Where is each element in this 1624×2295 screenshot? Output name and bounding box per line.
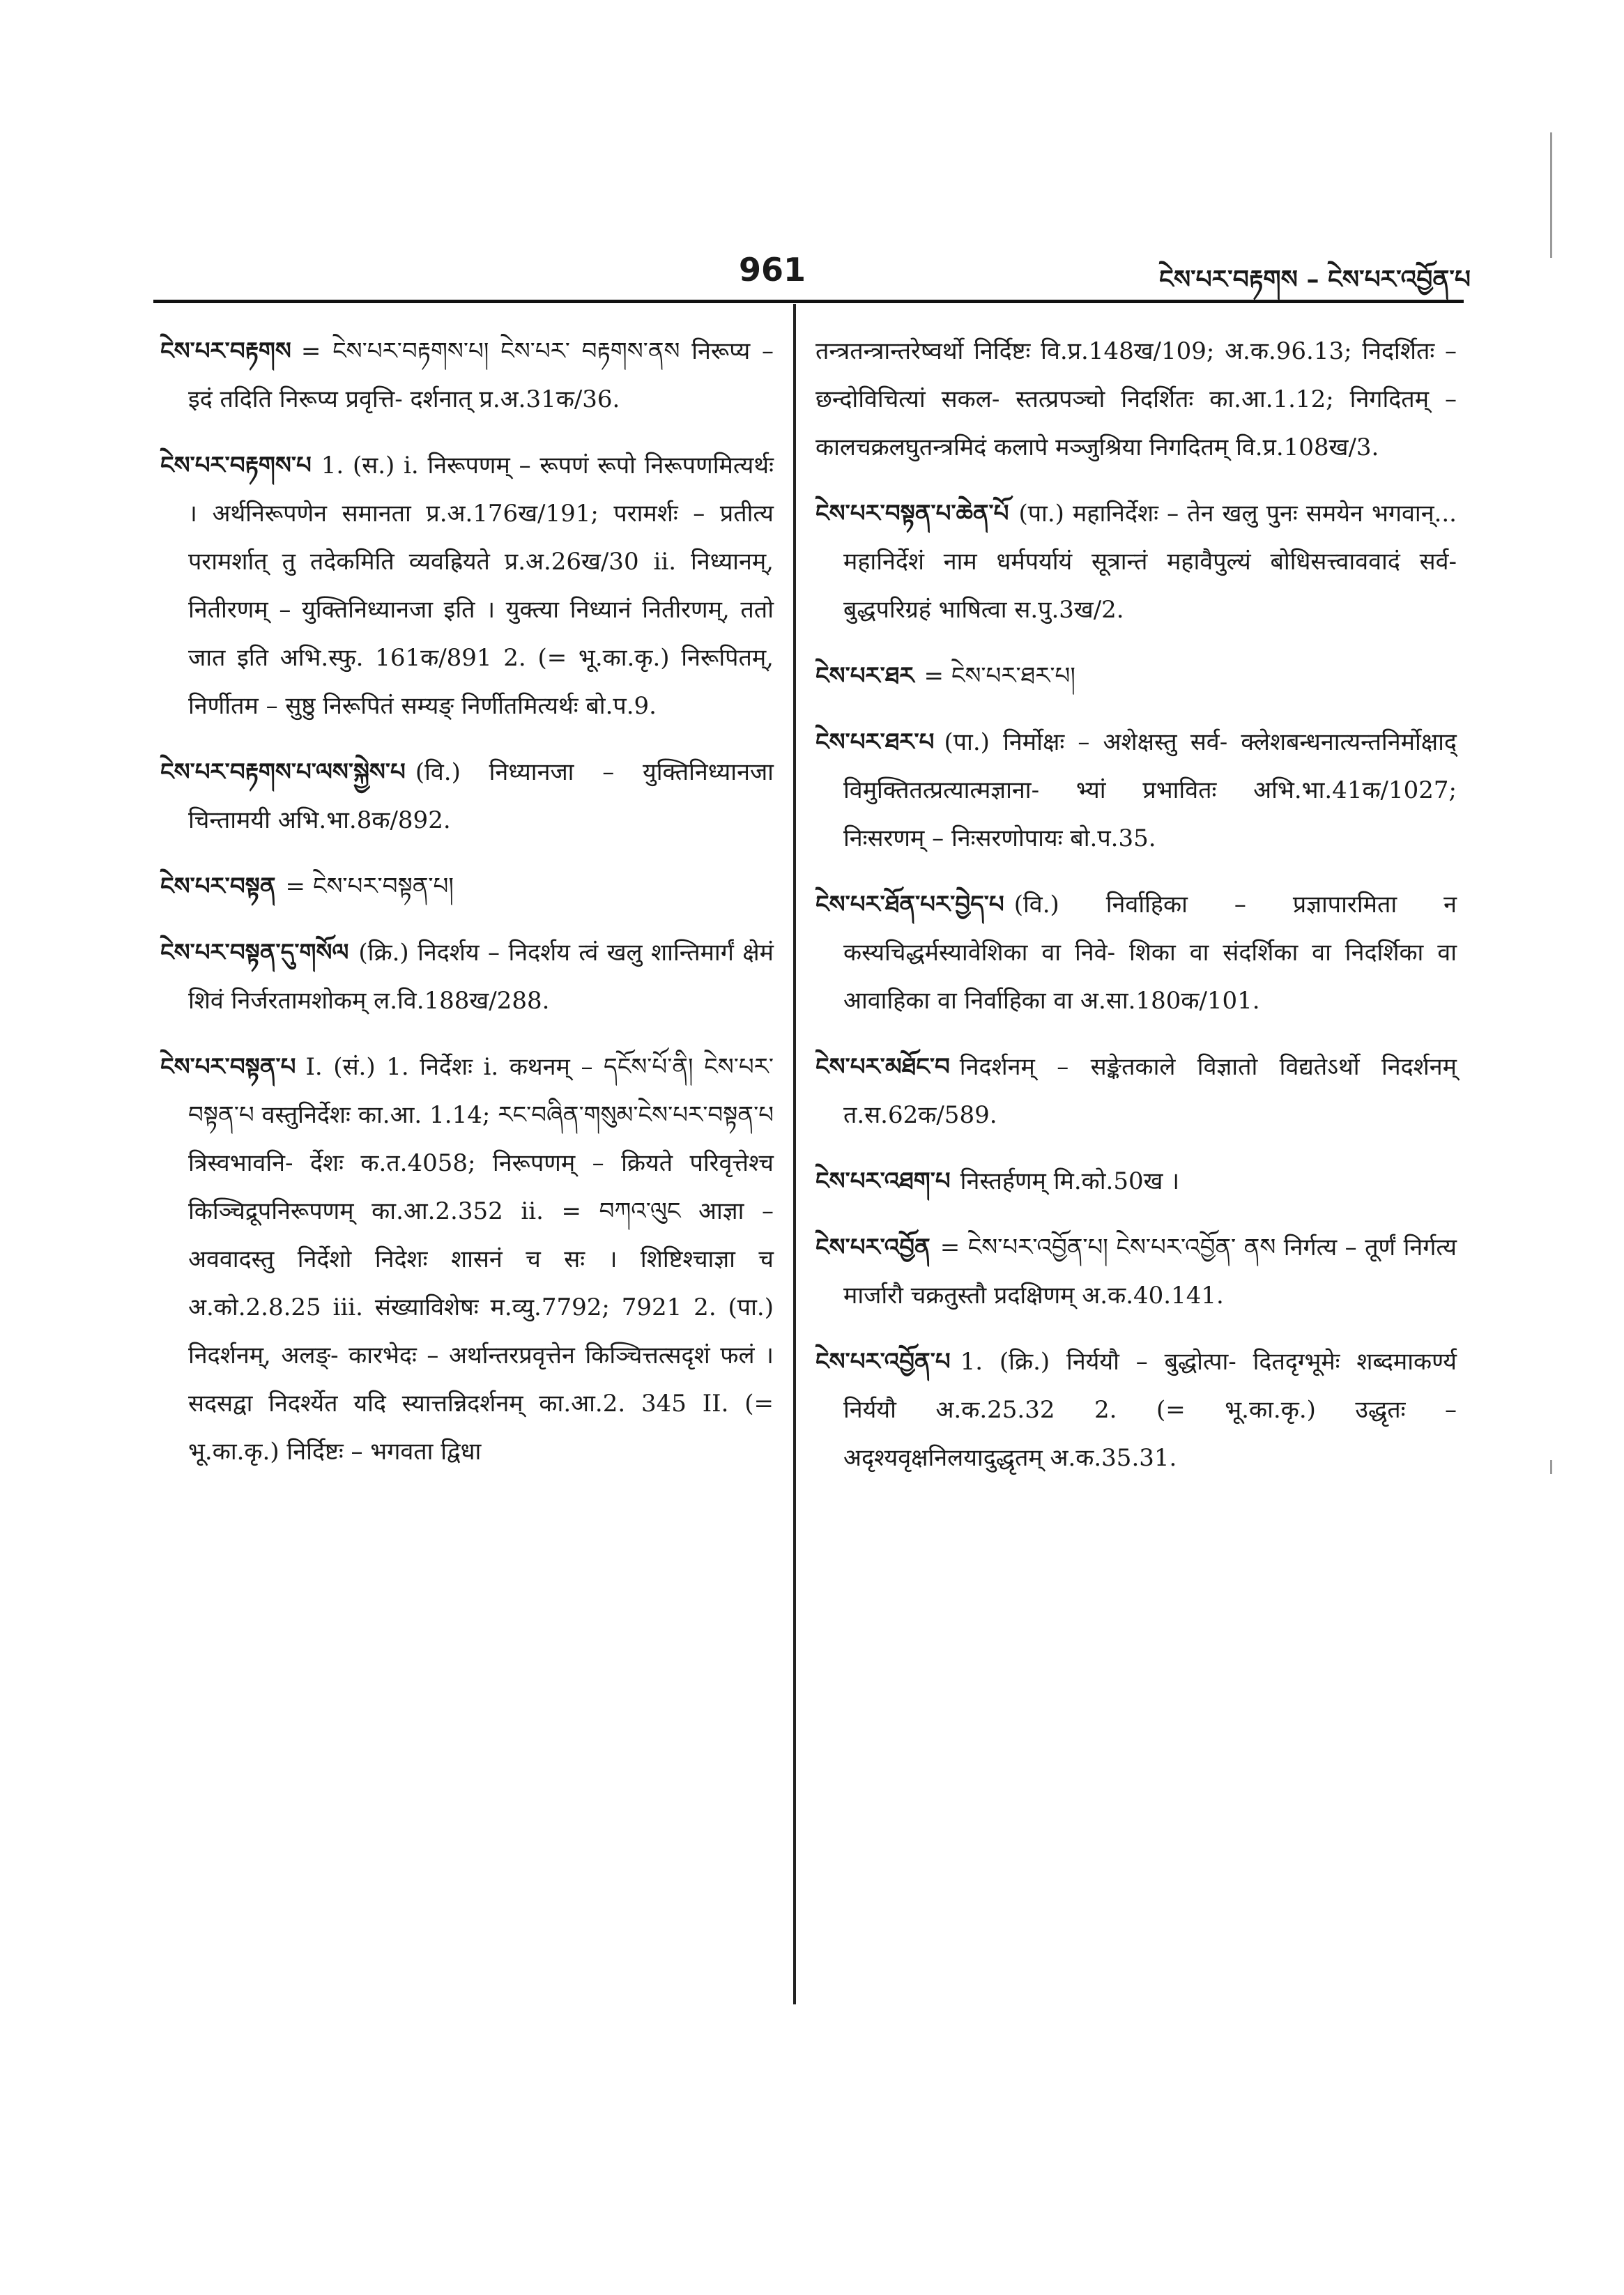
dictionary-entry [160,442,774,730]
entry-headword: ངེས་པར་ཐར [815,662,914,690]
entry-headword: ངེས་པར་བརྟགས [160,337,291,365]
entry-text: (वि.) निर्वाहिका – प्रज्ञापारमिता न कस्यचिद्धर्मस्यावेशिका वा निवे- शिका वा संदर्शिका वा निदर्शिका वा आवाहिका वा निर्वाहिका वा अ.सा.180क/101. [843,891,1457,1015]
entry-headword: ངེས་པར་ཐར་པ [815,728,935,756]
entry-text: तन्त्रतन्त्रान्तरेष्वर्थो निर्दिष्टः वि.प्र.148ख/109; अ.क.96.13; निदर्शितः – छन्दोविचित्यां सकल- स्तत्प्रपञ्चो निदर्शितः का.आ.1.12; निगदितम् – कालचक्रलघुतन्त्रमिदं कलापे मञ्जुश्रिया निगदितम् वि.प्र.108ख/3. [815,337,1457,461]
column-divider [793,304,796,2004]
entry-text: I. (सं.) 1. निर्देशः i. कथनम् – དངོས་པོ་ནི། ངེས་པར་བསྟན་པ वस्तुनिर्देशः का.आ. 1.14; རང་བཞིན་གསུམ་ངེས་པར་བསྟན་པ त्रिस्वभावनि- र्देशः क.त.4058; निरूपणम् – क्रियते परिवृत्तेश्च किञ्चिद्रूपनिरूपणम् का.आ.2.352 ii. = བཀའ་ལུང आज्ञा – अववादस्तु निर्देशो निदेशः शासनं च सः । शिष्टिश्चाज्ञा च अ.को.2.8.25 iii. संख्याविशेषः म.व्यु.7792; 7921 2. (पा.) निदर्शनम्, अलङ्- कारभेदः – अर्थान्तरप्रवृत्तेन किञ्चित्तत्सदृशं फलं । सदसद्वा निदर्श्येत यदि स्यात्तन्निदर्शनम् का.आ.2. 345 II. (= भू.का.कृ.) निर्दिष्टः – भगवता द्विधा [188,1053,774,1466]
dictionary-entry [815,1158,1457,1206]
entry-headword: ངེས་པར་བསྟན་པ [160,1053,296,1081]
dictionary-entry [160,1043,774,1476]
margin-mark [1550,1460,1552,1474]
page-number: 961 [739,251,806,289]
header-rule [153,300,1464,303]
dictionary-entry [815,652,1457,700]
dictionary-entry [160,863,774,911]
entry-text: (पा.) निर्मोक्षः – अशेक्षस्तु सर्व- क्लेशबन्धनात्यन्तनिर्मोक्षाद् विमुक्तितत्प्रत्यात्मज्ञाना- भ्यां प्रभावितः अभि.भा.41क/1027; निःसरणम् – निःसरणोपायः बो.प.35. [843,728,1457,852]
dictionary-entry [815,328,1457,472]
running-head: ངེས་པར་བརྟགས – ངེས་པར་འབྱོན་པ [1159,266,1471,294]
dictionary-entry [815,490,1457,634]
dictionary-entry [815,1043,1457,1139]
margin-mark [1550,132,1552,258]
entry-headword: ངེས་པར་འབྱོན [815,1234,930,1261]
entry-text: = ངེས་པར་འབྱོན་པ། ངེས་པར་འབྱོན་ ནས निर्गत्य – तूर्णं निर्गत्य मार्जारौ चक्रतुस्तौ प्रदक्षिणम् अ.क.40.141. [843,1234,1457,1310]
right-column [815,328,1457,1500]
left-column [160,328,774,1494]
entry-headword: ངེས་པར་བརྟགས་པ་ལས་སྐྱེས་པ [160,758,406,786]
entry-headword: ངེས་པར་ཐོན་པར་བྱེད་པ [815,891,1004,919]
entry-text: (पा.) महानिर्देशः – तेन खलु पुनः समयेन भगवान्... महानिर्देशं नाम धर्मपर्यायं सूत्रान्तं महावैपुल्यं बोधिसत्त्वाववादं सर्व- बुद्धपरिग्रहं भाषित्वा स.पु.3ख/2. [843,500,1457,624]
dictionary-entry [815,1224,1457,1320]
dictionary-entry [815,1338,1457,1482]
entry-text: निदर्शनम् – सङ्केतकाले विज्ञातो विद्यतेऽर्थो निदर्शनम् त.स.62क/589. [843,1053,1457,1129]
entry-text: (वि.) निध्यानजा – युक्तिनिध्यानजा चिन्तामयी अभि.भा.8क/892. [188,758,774,834]
entry-text: = ངེས་པར་བསྟན་པ། [285,873,454,900]
entry-text: 1. (स.) i. निरूपणम् – रूपणं रूपो निरूपणमित्यर्थः । अर्थनिरूपणेन समानता प्र.अ.176ख/191; परामर्शः – प्रतीत्य परामर्शात् तु तदेकमिति व्यवह्रियते प्र.अ.26ख/30 ii. निध्यानम्, नितीरणम् – युक्तिनिध्यानजा इति । युक्त्या निध्यानं नितीरणम्, ततो जात इति अभि.स्फु. 161क/891 2. (= भू.का.कृ.) निरूपितम्, निर्णीतम – सुष्ठु निरूपितं सम्यङ् निर्णीतमित्यर्थः बो.प.9. [188,452,774,720]
entry-headword: ངེས་པར་བསྟན [160,873,276,900]
entry-text: = ངེས་པར་ཐར་པ། [924,662,1075,690]
entry-headword: ངེས་པར་མཐོང་བ [815,1053,950,1081]
entry-headword: ངེས་པར་བརྟགས་པ [160,452,312,479]
entry-text: 1. (क्रि.) निर्ययौ – बुद्धोत्पा- दितदृग्भूमेः शब्दमाकर्ण्य निर्ययौ अ.क.25.32 2. (= भू.का.कृ.) उद्धृतः – अदृश्यवृक्षनिलयादुद्धृतम् अ.क.35.31. [843,1348,1457,1472]
entry-text: निस्तर्हणम् मि.को.50ख । [960,1167,1180,1195]
dictionary-entry [815,719,1457,863]
entry-headword: ངེས་པར་བསྟན་དུ་གསོལ [160,939,349,967]
entry-text: (क्रि.) निदर्शय – निदर्शय त्वं खलु शान्तिमार्गं क्षेमं शिवं निर्जरतामशोकम् ल.वि.188ख/288. [188,939,774,1015]
dictionary-entry [160,749,774,845]
entry-headword: ངེས་པར་འཐག་པ [815,1167,951,1195]
dictionary-entry [815,881,1457,1025]
entry-headword: ངེས་པར་བསྟན་པ་ཆེན་པོ [815,500,1009,528]
dictionary-entry [160,328,774,424]
entry-headword: ངེས་པར་འབྱོན་པ [815,1348,951,1376]
dictionary-entry [160,929,774,1025]
entry-text: = ངེས་པར་བརྟགས་པ། ངེས་པར་ བརྟགས་ནས निरूप्य – इदं तदिति निरूप्य प्रवृत्ति- दर्शनात् प्र.अ.31क/36. [188,337,774,413]
